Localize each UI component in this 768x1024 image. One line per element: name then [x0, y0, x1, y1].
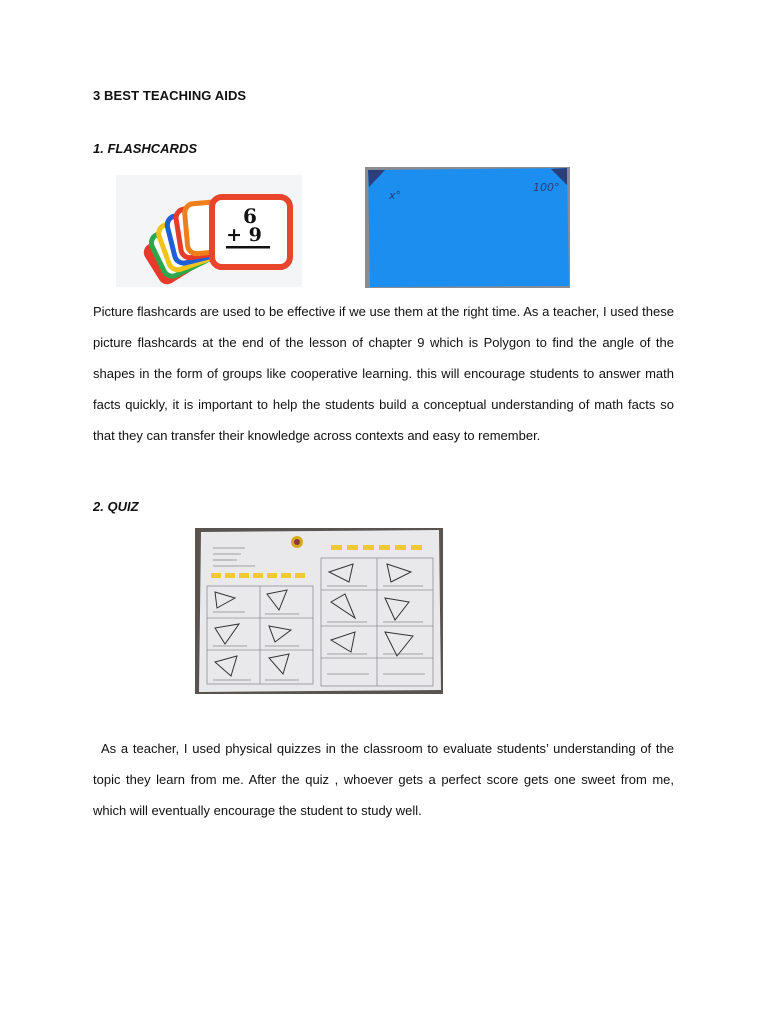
card-angle-x-label: x° — [389, 189, 402, 202]
flashcard-top-number: 6 — [243, 204, 257, 228]
card-angle-100-label: 100° — [533, 181, 560, 194]
section-heading-quiz: 2. QUIZ — [93, 499, 139, 514]
quiz-paragraph: As a teacher, I used physical quizzes in the classroom to evaluate students’ understanding of the topic they learn from me. After the quiz , whoever gets a perfect score gets one sweet from me, which will eventually encourage the student to study well. — [93, 741, 674, 818]
math-flashcards-fan-image — [116, 175, 302, 287]
blue-angle-card-image — [365, 167, 570, 288]
section-heading-flashcards: 1. FLASHCARDS — [93, 141, 198, 156]
flashcards-paragraph: Picture flashcards are used to be effective if we use them at the right time. As a teacher, I used these picture flashcards at the end of the lesson of chapter 9 which is Polygon to find the angle of the shapes in the form of groups like cooperative learning. this will encourage students to answer math facts quickly, it is important to help the students build a conceptual understanding of math facts so that they can transfer their knowledge across contexts and easy to remember. — [93, 304, 674, 443]
quiz-worksheet-photo-image — [195, 528, 443, 694]
flashcard-bottom-number: + 9 — [226, 224, 262, 246]
document-title: 3 BEST TEACHING AIDS — [93, 88, 247, 103]
